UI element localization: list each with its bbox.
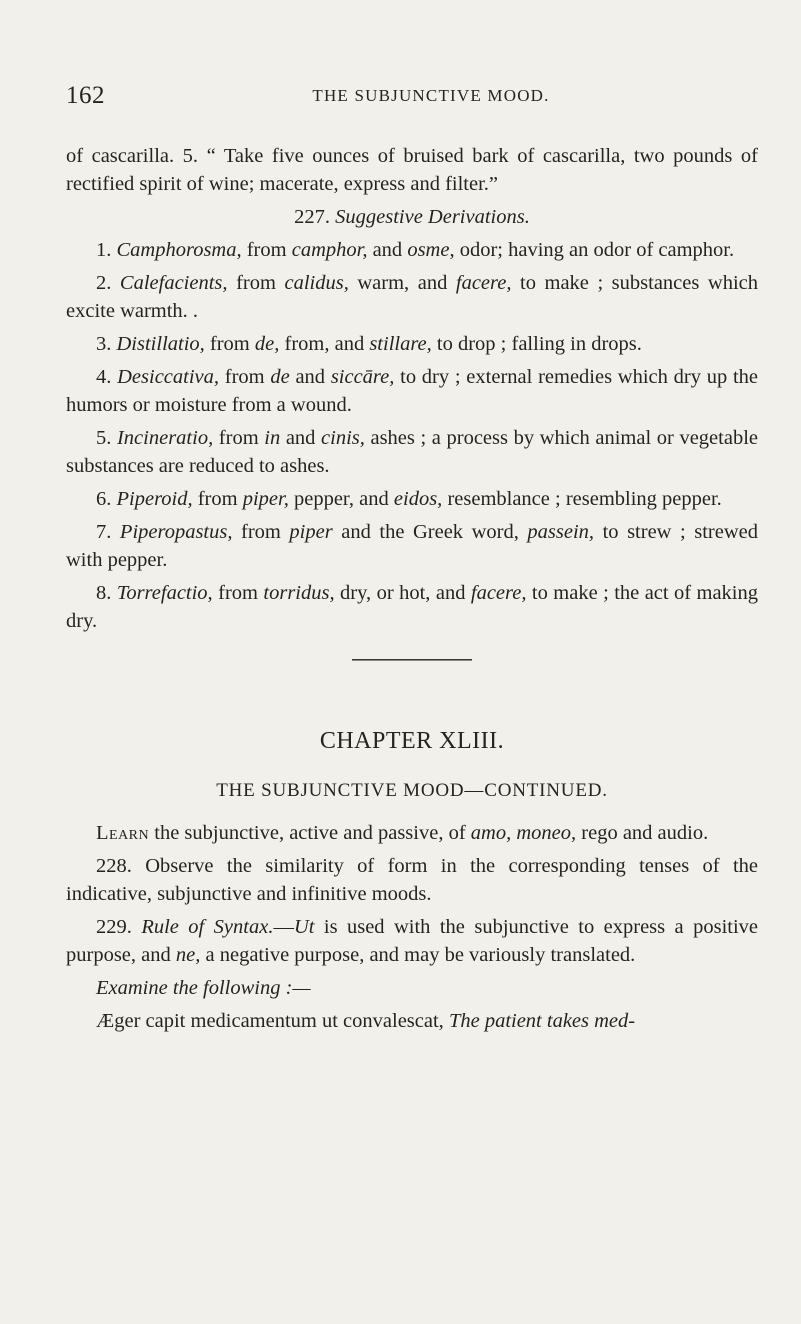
item-text: and xyxy=(289,366,331,388)
section-title: Suggestive Derivations. xyxy=(335,206,530,228)
item-root-word: calidus, xyxy=(284,272,349,294)
ut-word: Ut xyxy=(293,916,315,938)
derivation-item xyxy=(66,330,758,358)
derivation-item xyxy=(66,424,758,480)
derivation-item xyxy=(66,579,758,635)
derivation-list xyxy=(66,236,758,635)
item-text: and xyxy=(367,239,408,261)
paragraph-229-number: 229. xyxy=(96,916,142,938)
chapter-title: CHAPTER XLIII. xyxy=(319,728,505,754)
item-text: and the Greek word, xyxy=(332,521,528,543)
item-text: ashes ; a process by which animal or vegetable substances are reduced to ashes. xyxy=(66,427,758,477)
ne-word: ne, xyxy=(175,944,201,966)
item-text: to make ; the act of making dry. xyxy=(66,582,759,632)
item-root-word: torridus, xyxy=(263,582,335,604)
item-root-word: piper, xyxy=(242,488,289,510)
item-text: from xyxy=(213,427,265,449)
item-root-word: siccāre, xyxy=(330,366,395,388)
item-text: from xyxy=(227,272,285,294)
item-text: to dry ; external remedies which dry up the humors or moisture from a wound. xyxy=(66,366,758,416)
item-term: Piperoid, xyxy=(116,488,193,510)
item-term: Torrefactio, xyxy=(116,582,213,604)
item-term: Calefacients, xyxy=(119,272,228,294)
paragraph-229-text-2: a negative purpose, and may be variously translated. xyxy=(200,944,636,966)
learn-verbs: amo, moneo, xyxy=(470,822,577,844)
item-number: 7. xyxy=(96,521,112,543)
learn-paragraph xyxy=(66,819,758,847)
paragraph-228: 228. Observe the similarity of form in the corresponding tenses of the indicative, subjunctive and infinitive moods. xyxy=(66,855,758,905)
item-number: 3. xyxy=(96,333,112,355)
item-text: from xyxy=(204,333,255,355)
item-text: warm, and xyxy=(348,272,456,294)
item-root-word: de, xyxy=(254,333,280,355)
item-number: 8. xyxy=(96,582,112,604)
item-term: Incineratio, xyxy=(116,427,214,449)
item-text: from, and xyxy=(279,333,370,355)
item-number: 4. xyxy=(96,366,112,388)
item-root-word: eidos, xyxy=(393,488,443,510)
item-term: Camphorosma, xyxy=(116,239,242,261)
item-text: from xyxy=(212,582,264,604)
item-root-word: facere, xyxy=(455,272,512,294)
learn-lead: Learn xyxy=(96,822,150,844)
item-text: resemblance ; resembling pepper. xyxy=(442,488,722,510)
paragraph-229 xyxy=(66,913,758,969)
derivation-item xyxy=(66,236,758,264)
item-text: pepper, and xyxy=(288,488,394,510)
item-text: from xyxy=(192,488,243,510)
item-number: 6. xyxy=(96,488,112,510)
item-text: odor; having an odor of camphor. xyxy=(454,239,735,261)
item-root-word: de xyxy=(270,366,290,388)
item-root-word: camphor, xyxy=(291,239,368,261)
section-number: 227. xyxy=(294,206,331,228)
item-root-word: passein, xyxy=(527,521,595,543)
item-root-word: in xyxy=(264,427,281,449)
item-text: to drop ; falling in drops. xyxy=(431,333,642,355)
rule-of-syntax-label: Rule of Syntax. xyxy=(141,916,274,938)
item-term: Piperopastus, xyxy=(119,521,233,543)
item-text: and xyxy=(280,427,322,449)
item-text: from xyxy=(219,366,271,388)
examine-text: Examine the following :— xyxy=(96,977,311,999)
item-root-word: cinis, xyxy=(321,427,365,449)
item-number: 2. xyxy=(96,272,112,294)
item-text: to strew ; strewed with pepper. xyxy=(66,521,758,571)
chapter-subtitle: THE SUBJUNCTIVE MOOD—CONTINUED. xyxy=(216,780,608,801)
item-root-word: osme, xyxy=(407,239,455,261)
derivation-item xyxy=(66,269,758,325)
learn-text-1: the subjunctive, active and passive, of xyxy=(149,822,471,844)
item-root-word: facere, xyxy=(470,582,527,604)
example-english: The patient takes med- xyxy=(448,1010,636,1032)
learn-text-2: rego and audio. xyxy=(576,822,709,844)
example-latin: Æger capit medicamentum ut convalescat, xyxy=(96,1010,449,1032)
item-text: dry, or hot, and xyxy=(334,582,471,604)
item-root-word: piper xyxy=(289,521,333,543)
section-divider xyxy=(352,659,472,661)
running-title: THE SUBJUNCTIVE MOOD. xyxy=(312,86,550,105)
derivation-item xyxy=(66,518,758,574)
paragraph-229-text-1: is used with the subjunctive to express a positive purpose, and xyxy=(66,916,758,966)
intro-paragraph: of cascarilla. 5. “ Take five ounces of bruised bark of cascarilla, two pounds of rectified spirit of wine; macerate, express and filter.” xyxy=(66,145,758,195)
item-term: Distillatio, xyxy=(116,333,205,355)
section-heading-227 xyxy=(66,203,758,231)
item-text: to make ; substances which excite warmth. . xyxy=(66,272,759,322)
paragraph-229-dash: — xyxy=(273,916,294,938)
item-number: 1. xyxy=(96,239,112,261)
item-text: from xyxy=(232,521,290,543)
derivation-item xyxy=(66,363,758,419)
item-number: 5. xyxy=(96,427,112,449)
item-text: from xyxy=(241,239,292,261)
item-term: Desiccativa, xyxy=(117,366,220,388)
examine-line xyxy=(66,974,758,1002)
item-root-word: stillare, xyxy=(369,333,432,355)
derivation-item xyxy=(66,485,758,513)
page-number: 162 xyxy=(66,82,105,109)
page-header xyxy=(66,82,766,116)
page-body xyxy=(66,142,758,1040)
example-line xyxy=(66,1007,758,1035)
